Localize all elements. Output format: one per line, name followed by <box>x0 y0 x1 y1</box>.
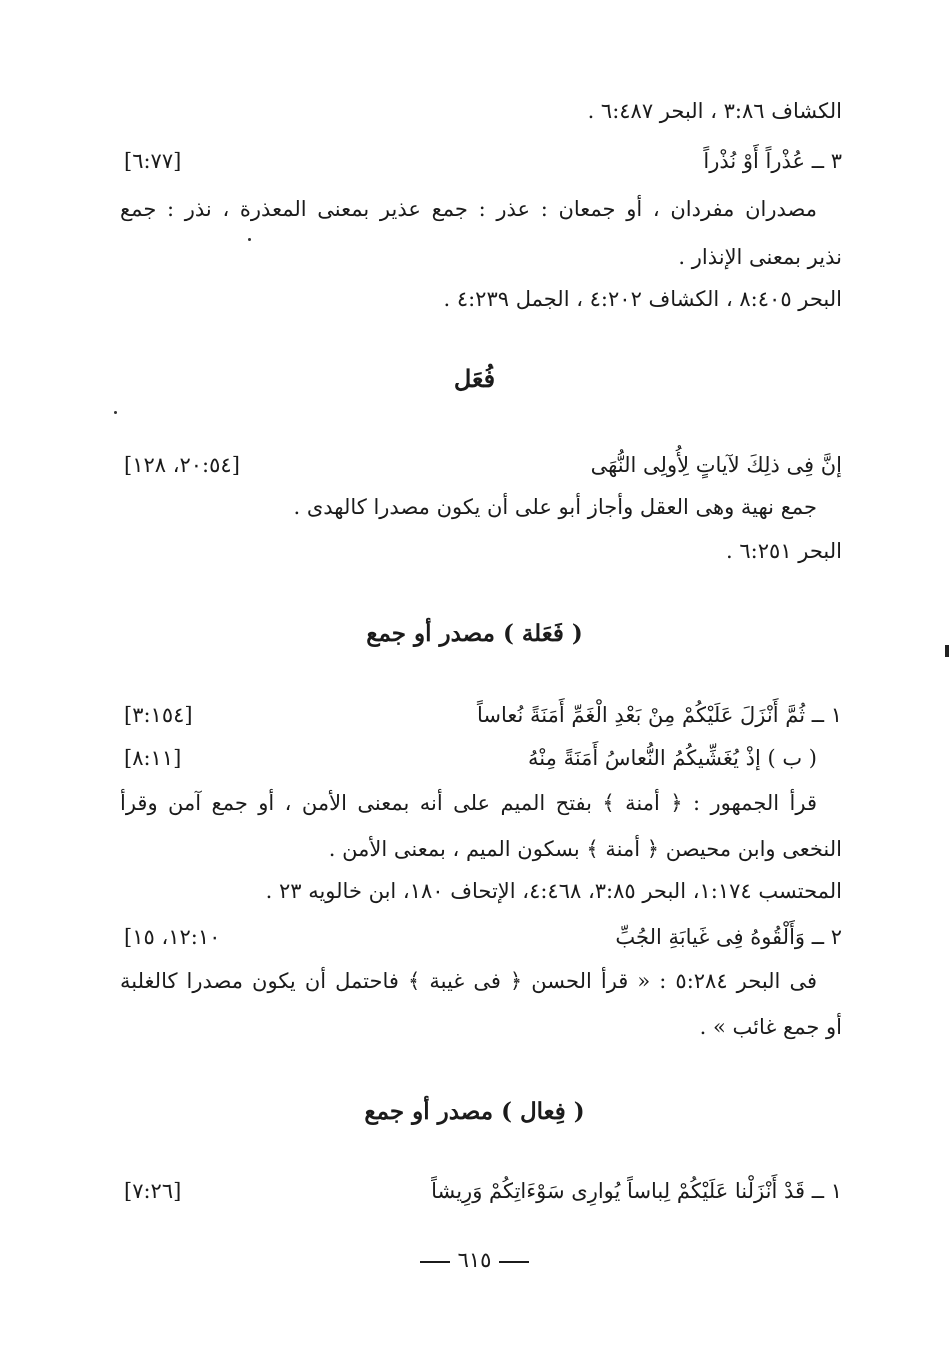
verse-line: ٢ ــ وَأَلْقُوهُ فِى غَيابَةِ الجُبِّ <box>615 925 842 949</box>
section-heading: فُعَل <box>453 364 496 393</box>
verse-reference: [٧:٢٦] <box>124 1179 182 1203</box>
verse-reference: [٢٠:٥٤، ١٢٨] <box>124 453 240 477</box>
verse-reference: [١٢:١٠، ١٥ <box>124 925 221 949</box>
source-line: البحر ٦:٢٥١ . <box>726 539 842 563</box>
verse-line: ١ ــ ثُمَّ أَنْزَلَ عَلَيْكُمْ مِنْ بَعْدِ الْغَمِّ أَمَنَةً نُعاساً <box>476 703 842 727</box>
stray-mark <box>114 411 117 414</box>
verse-reference: [٣:١٥٤] <box>124 703 193 727</box>
source-line: المحتسب ١:١٧٤، البحر ٣:٨٥، ٤:٤٦٨، الإتحاف ١٨٠، ابن خالويه ٢٣ . <box>265 879 842 903</box>
verse-reference: [٦:٧٧] <box>124 149 182 173</box>
page-number-text: ٦١٥ <box>457 1248 492 1272</box>
explanation-line: أو جمع غائب » . <box>699 1015 842 1039</box>
verse-line: ( ب ) إذْ يُغَشِّيكُمُ النُّعاسُ أَمَنَةً مِنْهُ <box>528 746 817 770</box>
section-heading: ( فِعال ) مصدر أو جمع <box>364 1098 585 1125</box>
dash-right <box>499 1261 529 1263</box>
verse-line: ١ ــ قَدْ أَنْزَلْنا عَلَيْكُمْ لِباساً يُوارِى سَوْءَاتِكُمْ وَرِيشاً <box>431 1179 842 1203</box>
verse-line: إنَّ فِى ذلِكَ لآياتٍ لِأُولِى النُّهَى <box>590 453 842 477</box>
source-line: الكشاف ٣:٨٦ ، البحر ٦:٤٨٧ . <box>587 99 842 123</box>
explanation-line: جمع نهية وهى العقل وأجاز أبو على أن يكون مصدرا كالهدى . <box>293 495 817 519</box>
stray-mark <box>248 238 251 241</box>
explanation-line: فى البحر ٥:٢٨٤ : « قرأ الحسن ﴿ فى غيبة ﴾ فاحتمل أن يكون مصدرا كالغلبة <box>120 969 817 993</box>
verse-reference: [٨:١١] <box>124 746 182 770</box>
verse-line: ٣ ــ عُذْراً أَوْ نُذْراً <box>703 149 842 173</box>
explanation-line: مصدران مفردان ، أو جمعان : عذر : جمع عذير بمعنى المعذرة ، نذر : جمع <box>120 197 817 221</box>
explanation-line: نذير بمعنى الإنذار . <box>678 245 842 269</box>
page-edge-mark <box>945 645 949 657</box>
source-line: البحر ٨:٤٠٥ ، الكشاف ٤:٢٠٢ ، الجمل ٤:٢٣٩ . <box>443 287 842 311</box>
explanation-line: النخعى وابن محيصن ﴿ أمنة ﴾ بسكون الميم ، بمعنى الأمن . <box>328 837 842 861</box>
explanation-line: قرأ الجمهور : ﴿ أمنة ﴾ بفتح الميم على أنه بمعنى الأمن ، أو جمع آمن وقرأ <box>120 791 817 815</box>
dash-left <box>420 1261 450 1263</box>
page-number <box>0 1245 949 1275</box>
section-heading: ( فَعَلة ) مصدر أو جمع <box>366 620 583 647</box>
